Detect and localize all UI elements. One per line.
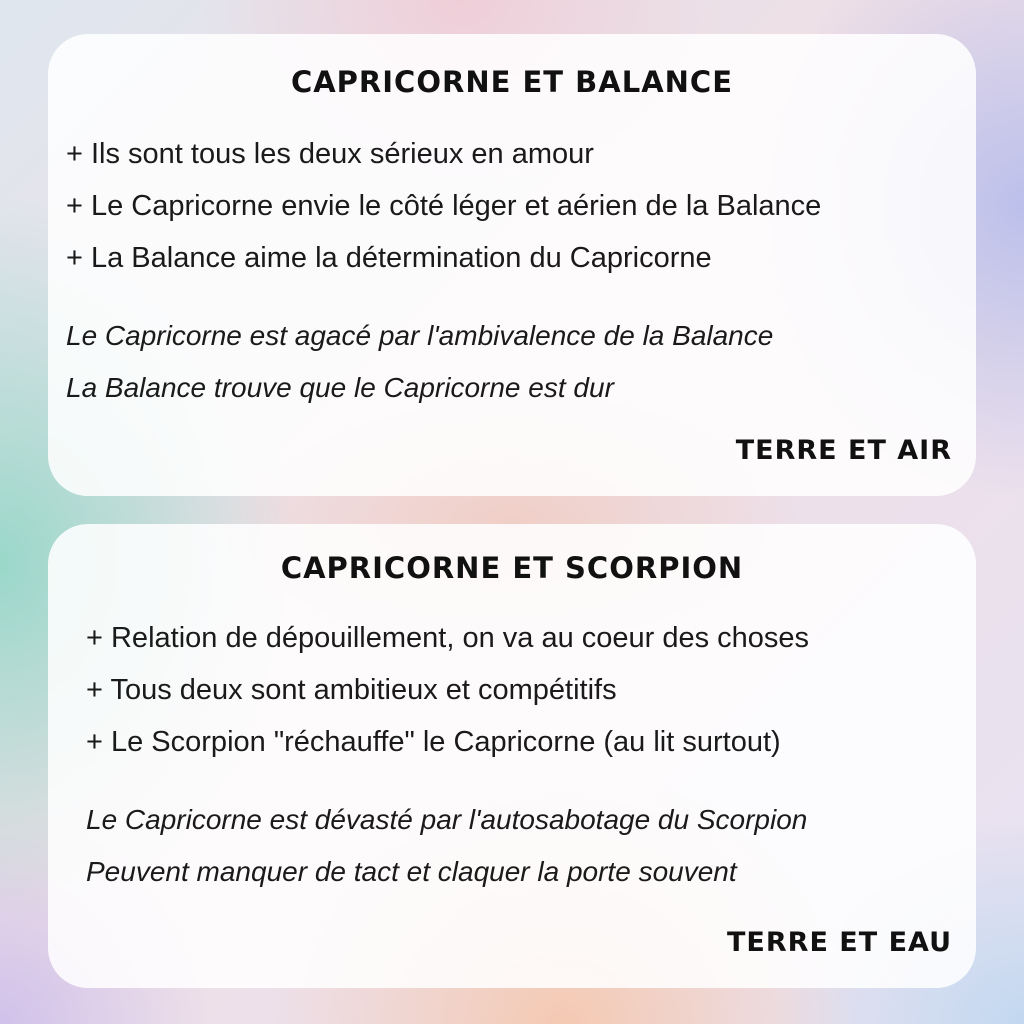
cons-list <box>86 794 807 898</box>
element-tag: TERRE ET EAU <box>727 927 952 958</box>
pro-item: + Le Scorpion "réchauffe" le Capricorne (au lit surtout) <box>86 726 781 758</box>
pro-item: + Ils sont tous les deux sérieux en amour <box>66 138 594 170</box>
con-item: Peuvent manquer de tact et claquer la porte souvent <box>86 856 737 887</box>
compatibility-card-capricorne-balance <box>48 34 976 496</box>
pro-item: + La Balance aime la détermination du Capricorne <box>66 242 712 274</box>
pro-item: + Le Capricorne envie le côté léger et aérien de la Balance <box>66 190 822 222</box>
cons-list <box>66 310 773 414</box>
pros-list <box>66 128 821 284</box>
pro-item: + Tous deux sont ambitieux et compétitifs <box>86 674 617 706</box>
con-item: Le Capricorne est agacé par l'ambivalence de la Balance <box>66 320 774 351</box>
element-tag: TERRE ET AIR <box>735 435 952 466</box>
card-title: CAPRICORNE ET BALANCE <box>290 65 734 99</box>
pro-item: + Relation de dépouillement, on va au coeur des choses <box>86 622 810 654</box>
con-item: Le Capricorne est dévasté par l'autosabotage du Scorpion <box>86 804 808 835</box>
con-item: La Balance trouve que le Capricorne est dur <box>66 372 614 403</box>
compatibility-card-capricorne-scorpion <box>48 524 976 988</box>
pros-list <box>86 612 809 768</box>
card-title: CAPRICORNE ET SCORPION <box>280 551 744 585</box>
